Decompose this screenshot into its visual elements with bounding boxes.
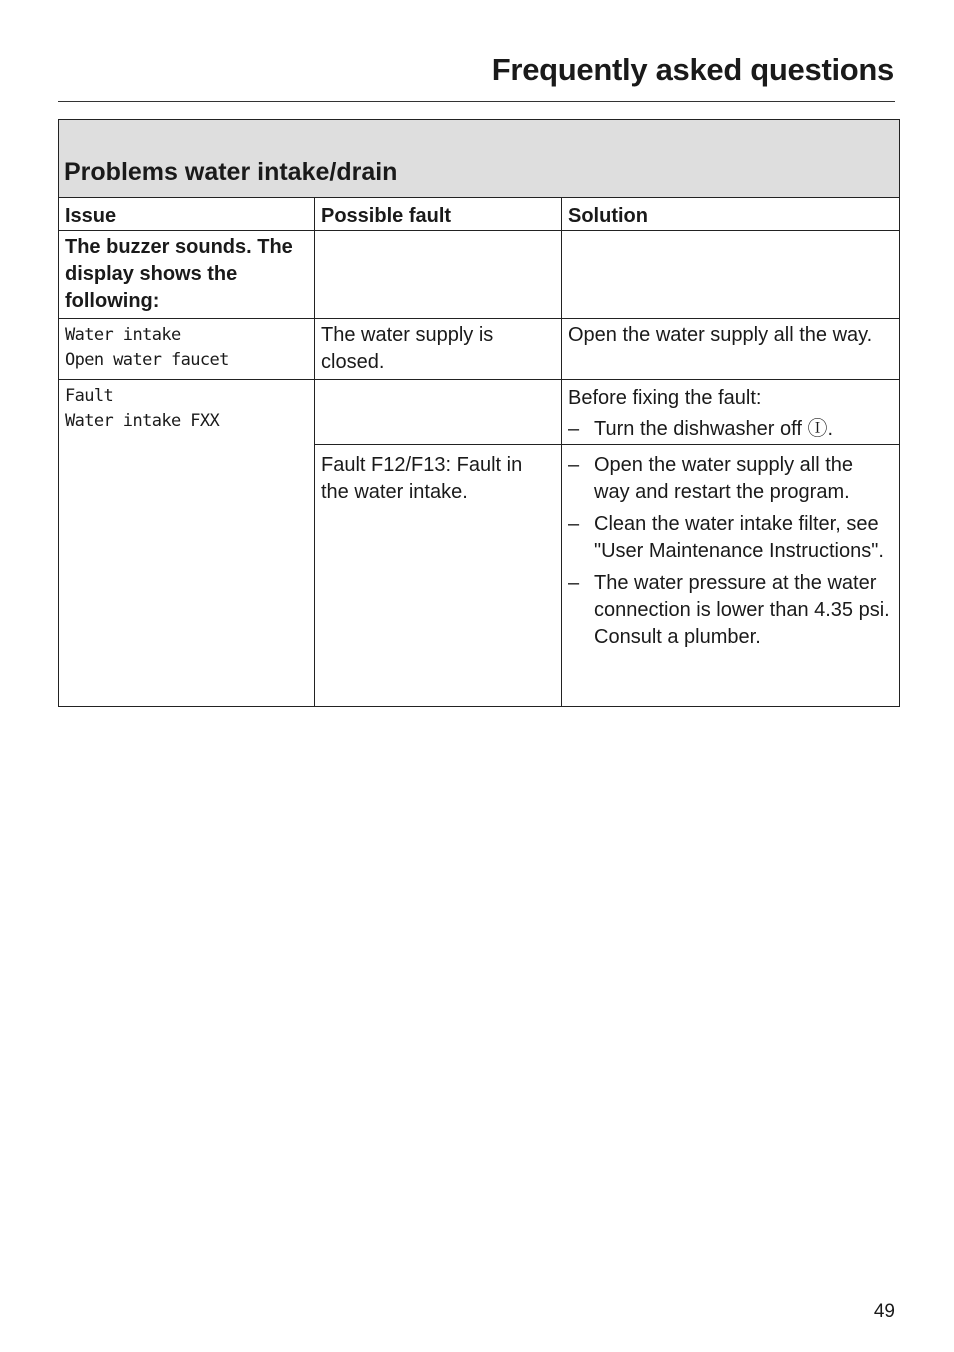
section-title: Problems water intake/drain xyxy=(59,120,900,198)
solution xyxy=(562,380,900,445)
list-item-text: Open the water supply all the way and restart the program. xyxy=(594,454,854,503)
list-item xyxy=(568,511,893,565)
list-item-text: Clean the water intake filter, see "User Maintenance Instructions". xyxy=(594,513,884,562)
column-header-possible-fault: Possible fault xyxy=(315,198,562,231)
table-row xyxy=(59,231,900,319)
solution-steps xyxy=(568,452,893,651)
display-message xyxy=(59,380,315,707)
list-item xyxy=(568,452,893,506)
empty-cell xyxy=(315,380,562,445)
solution xyxy=(562,445,900,707)
solution-intro: Before fixing the fault: xyxy=(568,387,762,409)
list-item xyxy=(568,416,893,443)
list-item xyxy=(568,570,893,651)
page-title: Frequently asked questions xyxy=(491,52,894,87)
empty-cell xyxy=(562,231,900,319)
column-header-solution: Solution xyxy=(562,198,900,231)
dash: – xyxy=(568,454,580,476)
table-row xyxy=(59,380,900,445)
possible-fault: Fault F12/F13: Fault in the water intake. xyxy=(315,445,562,707)
display-message xyxy=(59,319,315,380)
table-row xyxy=(59,319,900,380)
section-header-row xyxy=(59,120,900,198)
solution: Open the water supply all the way. xyxy=(562,319,900,380)
header-divider xyxy=(58,101,895,102)
display-line: Water intake FXX xyxy=(65,411,220,431)
column-header-row xyxy=(59,198,900,231)
display-line: Fault xyxy=(65,386,114,406)
dash: – xyxy=(568,572,580,594)
list-item-text: Turn the dishwasher off Ⓘ. xyxy=(594,418,834,440)
dash: – xyxy=(568,418,580,440)
empty-cell xyxy=(315,231,562,319)
solution-steps xyxy=(568,416,893,443)
page-number: 49 xyxy=(873,1301,895,1322)
faq-table xyxy=(58,119,900,707)
column-header-issue: Issue xyxy=(59,198,315,231)
dash: – xyxy=(568,513,580,535)
possible-fault: The water supply is closed. xyxy=(315,319,562,380)
display-line: Open water faucet xyxy=(65,350,229,370)
list-item-text: The water pressure at the water connection is lower than 4.35 psi. Consult a plumber. xyxy=(594,572,890,648)
display-line: Water intake xyxy=(65,325,181,345)
issue-intro: The buzzer sounds. The display shows the following: xyxy=(59,231,315,319)
